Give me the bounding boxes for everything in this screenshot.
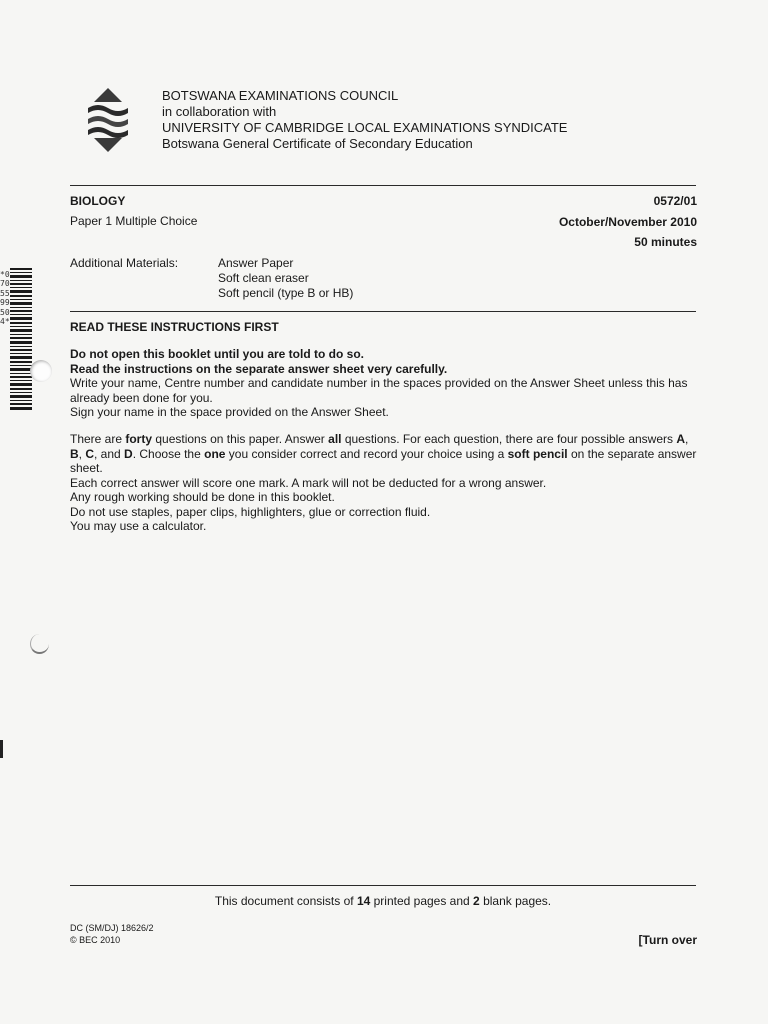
materials-divider [70, 311, 696, 312]
text-run: , [78, 446, 86, 461]
council-name: BOTSWANA EXAMINATIONS COUNCIL [162, 88, 399, 103]
text-run: questions. For each question, there are four possible answers [341, 432, 677, 446]
instruction-questions [70, 432, 700, 476]
edge-mark [0, 740, 3, 758]
punch-hole [30, 360, 52, 382]
instruction-no-staples: Do not use staples, paper clips, highlighters, glue or correction fluid. [70, 504, 431, 519]
text-run-bold: A [676, 432, 686, 446]
text-run-bold: D [124, 446, 133, 461]
material-item: Soft clean eraser [218, 271, 309, 285]
certificate-name: Botswana General Certificate of Secondary Education [162, 136, 473, 151]
text-run-bold: 2 [473, 894, 480, 908]
paper-title: Paper 1 Multiple Choice [70, 214, 198, 228]
text-run: on the separate answer sheet. [70, 446, 697, 475]
text-run-bold: B [70, 446, 79, 461]
text-run-bold: one [204, 446, 226, 461]
exam-code: 0572/01 [653, 194, 697, 208]
subject: BIOLOGY [70, 194, 126, 208]
barcode-digits: *0705599504* [0, 270, 10, 327]
exam-duration: 50 minutes [634, 235, 697, 249]
text-run: There are [70, 432, 126, 446]
text-run: This document consists of [214, 894, 357, 908]
punch-hole-lower [30, 634, 49, 654]
materials-list [218, 256, 353, 301]
text-run-bold: all [328, 432, 342, 446]
instruction-calculator: You may use a calculator. [70, 519, 207, 533]
issuing-body [162, 88, 567, 152]
instruction-read-answer-sheet: Read the instructions on the separate answer sheet very carefully. [70, 361, 448, 376]
instruction-sign-name: Sign your name in the space provided on the Answer Sheet. [70, 405, 389, 419]
text-run-bold: forty [125, 432, 153, 446]
material-item: Soft pencil (type B or HB) [218, 286, 354, 300]
materials-label: Additional Materials: [70, 256, 179, 270]
instruction-write-name: Write your name, Centre number and candidate number in the spaces provided on the Answer Sheet unless this has already been done for you. [70, 376, 688, 405]
instructions-heading: READ THESE INSTRUCTIONS FIRST [70, 320, 279, 334]
text-run: you consider correct and record your choice using a [225, 446, 508, 461]
text-run-bold: C [85, 446, 95, 461]
instruction-marks: Each correct answer will score one mark. A mark will not be deducted for a wrong answer. [70, 475, 547, 490]
turn-over: [Turn over [638, 933, 697, 947]
material-item: Answer Paper [218, 256, 294, 270]
questions-block [70, 432, 700, 534]
reference-code: DC (SM/DJ) 18626/2 [70, 923, 154, 933]
page-count [70, 894, 696, 909]
instruction-rough-working: Any rough working should be done in this booklet. [70, 490, 335, 504]
text-run: , and [94, 446, 125, 461]
header-divider [70, 185, 696, 186]
syndicate-name: UNIVERSITY OF CAMBRIDGE LOCAL EXAMINATIONS SYNDICATE [162, 120, 568, 135]
text-run: , [685, 432, 689, 446]
exam-session: October/November 2010 [558, 215, 697, 229]
bec-logo-icon [84, 86, 132, 154]
copyright: © BEC 2010 [70, 935, 121, 945]
collaboration-line: in collaboration with [162, 104, 277, 119]
footer-divider [70, 885, 696, 886]
instruction-do-not-open: Do not open this booklet until you are told to do so. [70, 347, 364, 361]
document-reference [70, 922, 154, 946]
text-run: questions on this paper. Answer [152, 432, 329, 446]
text-run: printed pages and [370, 894, 474, 908]
text-run: blank pages. [479, 894, 552, 908]
text-run-bold: soft pencil [507, 446, 568, 461]
instructions-block [70, 347, 700, 420]
barcode-icon [10, 268, 32, 410]
text-run: . Choose the [132, 446, 205, 461]
text-run-bold: 14 [356, 894, 371, 908]
